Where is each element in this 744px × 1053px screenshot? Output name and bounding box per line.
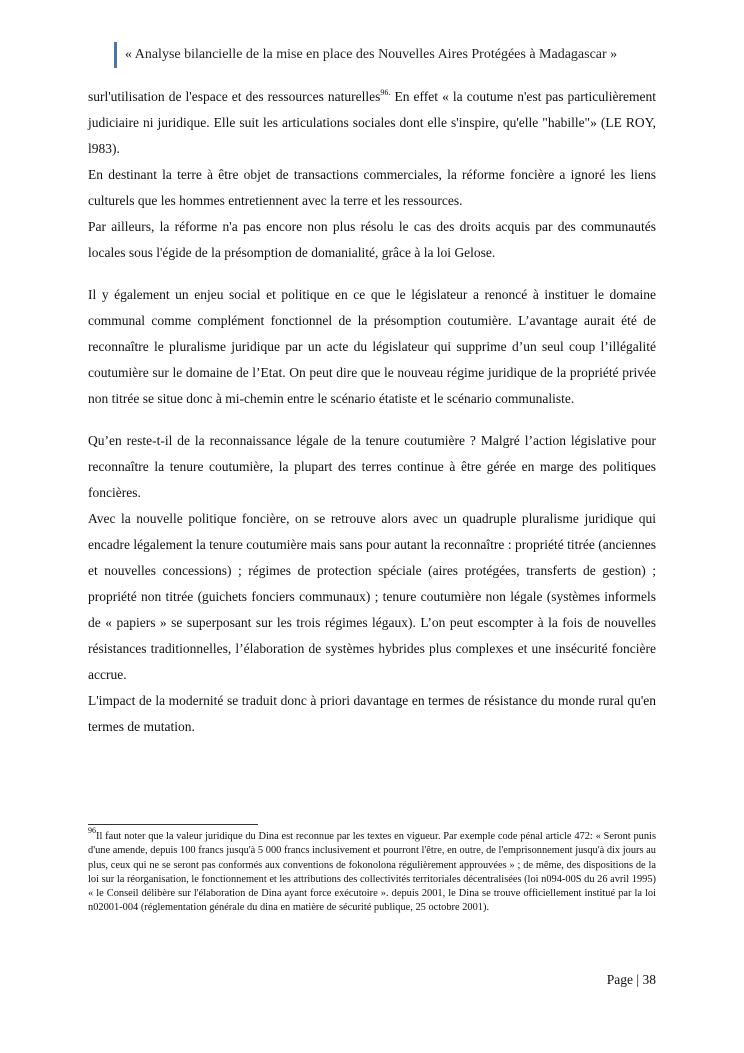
page-number bbox=[607, 972, 656, 988]
footnote-number: 96 bbox=[88, 826, 96, 835]
paragraph-gap bbox=[88, 266, 656, 282]
paragraph: Qu’en reste-t-il de la reconnaissance légale de la tenure coutumière ? Malgré l’action législative pour reconnaître la tenure coutumière, la plupart des terres continue à être gérée en marge des politiques foncières. bbox=[88, 433, 656, 500]
page-number-value: 38 bbox=[642, 972, 656, 987]
header-title: « Analyse bilancielle de la mise en place des Nouvelles Aires Protégées à Madagascar » bbox=[125, 47, 618, 62]
running-header bbox=[114, 42, 617, 68]
footnote-separator bbox=[88, 824, 258, 825]
paragraph: L'impact de la modernité se traduit donc à priori davantage en termes de résistance du monde rural qu'en termes de mutation. bbox=[88, 693, 656, 734]
paragraph-gap bbox=[88, 412, 656, 428]
footnote-reference[interactable]: 96. bbox=[380, 88, 391, 97]
paragraph: Avec la nouvelle politique foncière, on se retrouve alors avec un quadruple pluralisme juridique qui encadre légalement la tenure coutumière mais sans pour autant la reconnaître : propriété titrée (anciennes et nouvelles concessions) ; régimes de protection spéciale (aires protégées, transferts de gestion) ; propriété non titrée (guichets fonciers communaux) ; tenure coutumière non légale (systèmes informels de « papiers » se superposant sur les trois régimes légaux). L’on peut escompter à la fois de nouvelles résistances traditionnelles, l’élaboration de systèmes hybrides plus complexes et une insécurité foncière accrue. bbox=[88, 511, 656, 682]
page-separator: | bbox=[636, 972, 640, 987]
paragraph: Il y également un enjeu social et politique en ce que le législateur a renoncé à instituer le domaine communal comme complément fonctionnel de la présomption coutumière. L’avantage aurait été de reconnaître le pluralisme juridique par un acte du législateur qui supprime d’un seul coup l’illégalité coutumière sur le domaine de l’Etat. On peut dire que le nouveau régime juridique de la propriété privée non titrée se situe donc à mi-chemin entre le scénario étatiste et le scénario communaliste. bbox=[88, 287, 656, 406]
paragraph: En destinant la terre à être objet de transactions commerciales, la réforme foncière a ignoré les liens culturels que les hommes entretiennent avec la terre et les ressources. bbox=[88, 167, 656, 208]
main-text bbox=[88, 84, 656, 740]
footnote bbox=[88, 826, 656, 916]
paragraph: surl'utilisation de l'espace et des ressources naturelles$^{96.}$ En effet « la coutume n'est pas particulièrement judiciaire ni juridique. Elle suit les articulations sociales dont elle s'inspire, qu'elle "habille"» (LE ROY, l983). bbox=[88, 88, 656, 156]
footnote-text: Il faut noter que la valeur juridique du Dina est reconnue par les textes en vigueur. Par exemple code pénal article 472: « Seront punis d'une amende, depuis 100 francs jusqu'à 5 000 francs inclusivement et pourront l'être, en outre, de l'emprisonnement jusqu'à dix jours au plus, ceux qui ne se seront pas conformés aux conventions de fokonolona régulièrement approuvées » ; de même, des dispositions de la loi sur la réorganisation, le fonctionnement et les attributions des collectivités territoriales décentralisées (loi n094-00S du 26 avril 1995) « le Conseil délibère sur l'élaboration de Dina ayant force exécutoire ». depuis 2001, le Dina se trouve officiellement institué par la loi n02001-004 (réglementation générale du dina en matière de sécurité publique, 25 octobre 2001). bbox=[88, 831, 656, 914]
page-label: Page bbox=[606, 972, 634, 987]
paragraph: Par ailleurs, la réforme n'a pas encore non plus résolu le cas des droits acquis par des communautés locales sous l'égide de la présomption de domanialité, grâce à la loi Gelose. bbox=[88, 219, 656, 260]
